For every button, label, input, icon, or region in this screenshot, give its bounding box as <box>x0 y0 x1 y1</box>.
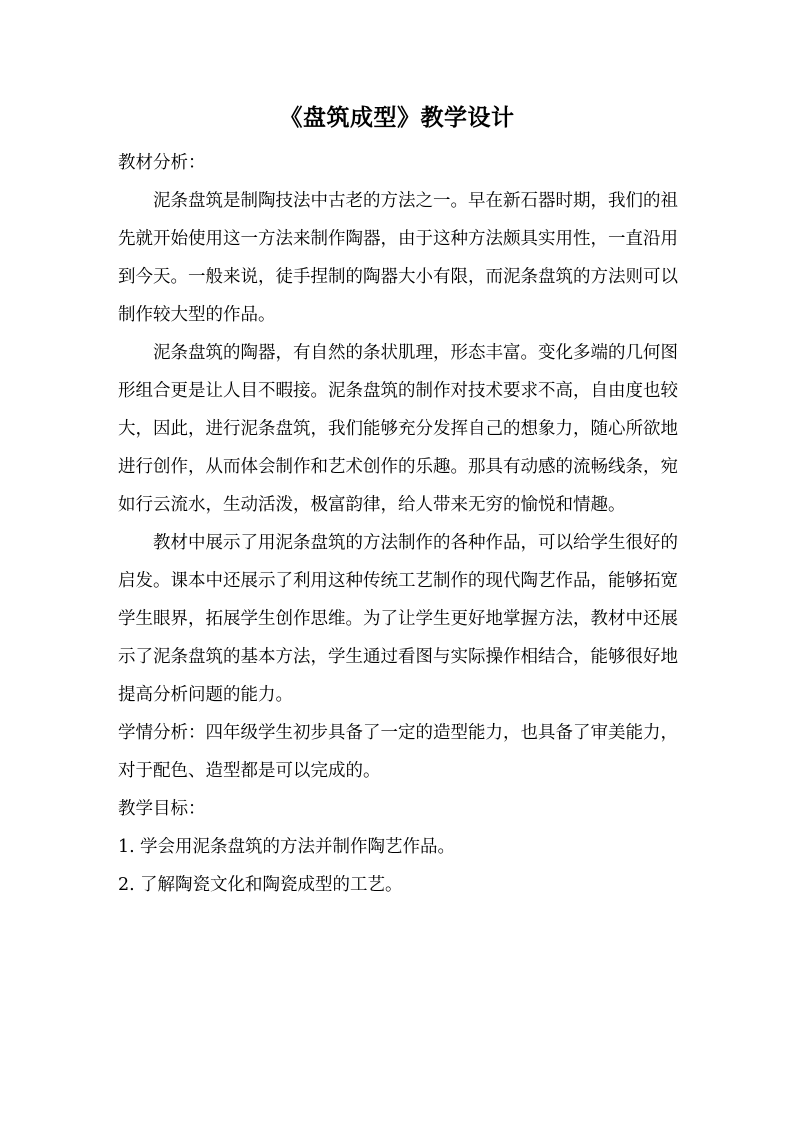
material-paragraph: 教材中展示了用泥条盘筑的方法制作的各种作品，可以给学生很好的启发。课本中还展示了利用这种传统工艺制作的现代陶艺作品，能够拓宽学生眼界，拓展学生创作思维。为了让学生更好地掌握方法，教材中还展示了泥条盘筑的基本方法，学生通过看图与实际操作相结合，能够很好地提高分析问题的能力。 <box>118 533 678 705</box>
document-title: 《盘筑成型》教学设计 <box>279 104 515 131</box>
student-analysis-paragraph: 学情分析：四年级学生初步具备了一定的造型能力，也具备了审美能力，对于配色、造型都是可以完成的。 <box>118 723 678 781</box>
material-paragraph: 泥条盘筑的陶器，有自然的条状肌理，形态丰富。变化多端的几何图形组合更是让人目不暇接。泥条盘筑的制作对技术要求不高，自由度也较大，因此，进行泥条盘筑，我们能够充分发挥自己的想象力，随心所欲地进行创作，从而体会制作和艺术创作的乐趣。那具有动感的流畅线条，宛如行云流水，生动活泼，极富韵律，给人带来无穷的愉悦和情趣。 <box>118 343 678 515</box>
goal-text: 学会用泥条盘筑的方法并制作陶艺作品。 <box>140 837 455 857</box>
goal-text: 了解陶瓷文化和陶瓷成型的工艺。 <box>140 875 403 895</box>
goal-number: 2. <box>118 875 135 895</box>
goal-list-item <box>118 866 678 904</box>
goal-list-item <box>118 828 678 866</box>
goal-number: 1. <box>118 837 135 857</box>
teaching-goals-heading: 教学目标： <box>118 799 206 819</box>
material-analysis-heading: 教材分析： <box>118 153 206 173</box>
material-paragraph: 泥条盘筑是制陶技法中古老的方法之一。早在新石器时期，我们的祖先就开始使用这一方法来制作陶器，由于这种方法颇具实用性，一直沿用到今天。一般来说，徒手捏制的陶器大小有限，而泥条盘筑的方法则可以制作较大型的作品。 <box>118 191 678 325</box>
document-body <box>118 144 678 904</box>
